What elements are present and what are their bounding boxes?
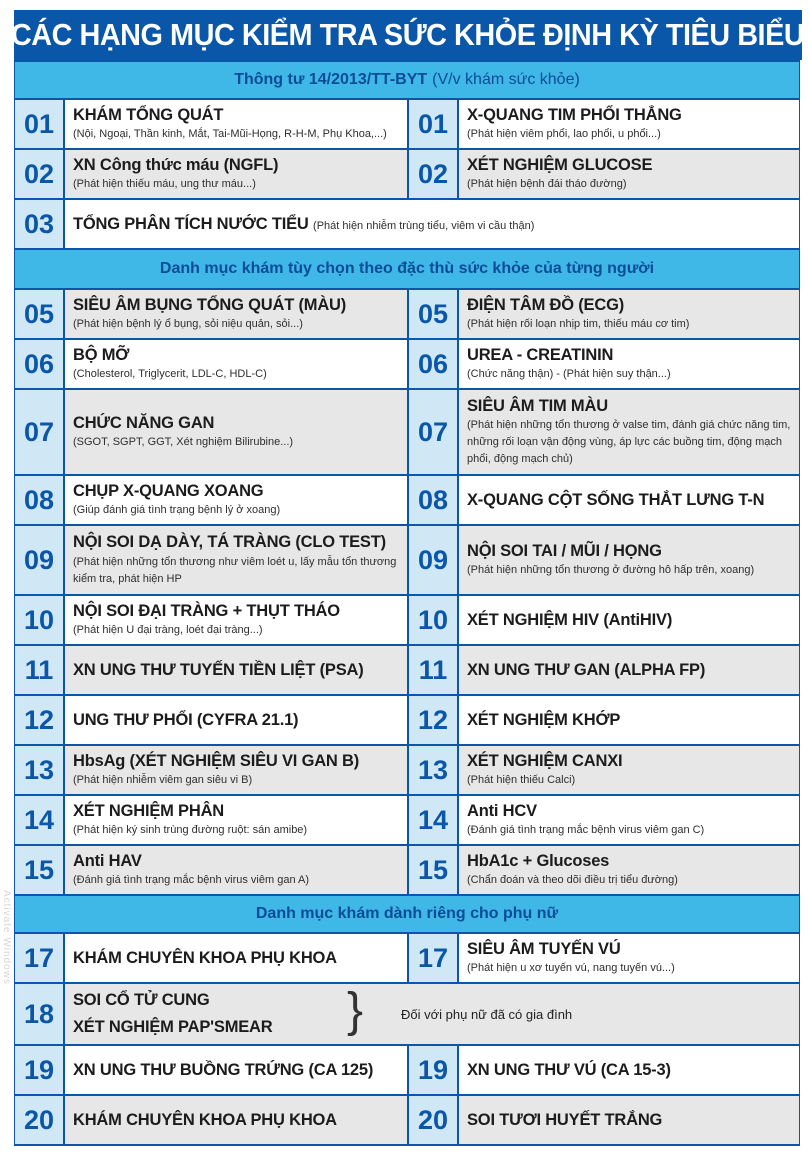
item-title xyxy=(73,295,401,316)
item-description: (Phát hiện những tổn thương như viêm loét u, lấy mẫu tổn thương kiểm tra, phát hiện HP xyxy=(73,555,397,585)
item-title xyxy=(467,1060,793,1081)
item-number: 19 xyxy=(409,1046,457,1094)
item-description: (Phát hiện những tổn thương ở đường hô hấp trên, xoang) xyxy=(467,564,755,577)
table-row xyxy=(15,148,799,198)
table-cell xyxy=(15,290,407,338)
item-number: 07 xyxy=(409,390,457,474)
item-number: 01 xyxy=(409,100,457,148)
table-cell xyxy=(407,150,799,198)
item-description: (Phát hiện u xơ tuyến vú, nang tuyến vú...) xyxy=(467,962,675,975)
item-description: (Phát hiện thiếu Calci) xyxy=(467,774,576,787)
item-number: 17 xyxy=(15,934,63,982)
item-number: 18 xyxy=(15,984,63,1044)
table-row xyxy=(15,694,799,744)
item-title xyxy=(73,345,401,366)
table-cell xyxy=(407,526,799,594)
item-title-text: XÉT NGHIỆM PHÂN xyxy=(73,801,225,820)
item-description: (SGOT, SGPT, GGT, Xét nghiệm Bilirubine...) xyxy=(73,436,294,449)
table-row xyxy=(15,744,799,794)
table-cell xyxy=(407,340,799,388)
item-title-text: HbA1c + Glucoses xyxy=(467,851,610,870)
item-number: 11 xyxy=(409,646,457,694)
item-number: 05 xyxy=(409,290,457,338)
item-number: 02 xyxy=(409,150,457,198)
table-cell xyxy=(15,340,407,388)
item-title-text: UNG THƯ PHỔI (CYFRA 21.1) xyxy=(73,710,299,729)
item-description: (Phát hiện bệnh lý ổ bụng, sỏi niệu quản, sỏi...) xyxy=(73,318,303,331)
table-row xyxy=(15,982,799,1044)
item-number: 20 xyxy=(15,1096,63,1144)
table-cell xyxy=(15,200,799,248)
item-number: 14 xyxy=(409,796,457,844)
item-description: (Phát hiện bệnh đái tháo đường) xyxy=(467,178,627,191)
table-cell xyxy=(407,290,799,338)
item-title xyxy=(467,105,793,126)
table-cell xyxy=(407,696,799,744)
item-title xyxy=(467,1110,793,1131)
item-title xyxy=(467,801,793,822)
item-title xyxy=(73,710,401,731)
item-title-text: SIÊU ÂM TUYẾN VÚ xyxy=(467,939,621,958)
table-cell xyxy=(15,696,407,744)
item-title xyxy=(467,541,793,562)
table-cell xyxy=(15,150,407,198)
item-description: (Phát hiện những tổn thương ở valse tim, đánh giá chức năng tim, những rối loạn vận động vùng, áp lực các buồng tim, động mạch phổi, động mạch chủ) xyxy=(467,419,791,466)
item-title-text: SOI TƯƠI HUYẾT TRẮNG xyxy=(467,1110,663,1129)
checkup-table xyxy=(14,60,800,1146)
table-row xyxy=(15,338,799,388)
item-title xyxy=(73,801,401,822)
table-cell xyxy=(15,526,407,594)
item-number: 08 xyxy=(15,476,63,524)
table-row xyxy=(15,1094,799,1144)
item-title-text: XN UNG THƯ TUYẾN TIỀN LIỆT (PSA) xyxy=(73,660,364,679)
item-title: SOI CỔ TỬ CUNG xyxy=(73,991,210,1010)
item-title xyxy=(73,601,401,622)
table-row xyxy=(15,98,799,148)
table-cell xyxy=(15,796,407,844)
item-title xyxy=(73,105,401,126)
item-number: 15 xyxy=(409,846,457,894)
item-title xyxy=(467,155,793,176)
item-title xyxy=(467,660,793,681)
section-heading xyxy=(15,248,799,288)
item-title xyxy=(467,396,793,417)
item-description: (Phát hiện nhiễm trùng tiểu, viêm vi cầu thận) xyxy=(313,219,535,232)
item-title xyxy=(467,751,793,772)
item-title-text: XN UNG THƯ BUỒNG TRỨNG (CA 125) xyxy=(73,1060,374,1079)
item-number: 09 xyxy=(409,526,457,594)
section-heading-text: Danh mục khám dành riêng cho phụ nữ xyxy=(255,905,559,922)
page-title: CÁC HẠNG MỤC KIỂM TRA SỨC KHỎE ĐỊNH KỲ TIÊU BIỂU xyxy=(14,10,802,60)
item-number: 11 xyxy=(15,646,63,694)
item-title-text: XN UNG THƯ GAN (ALPHA FP) xyxy=(467,660,706,679)
item-description: (Phát hiện rối loạn nhịp tim, thiếu máu cơ tim) xyxy=(467,318,690,331)
item-title xyxy=(73,1060,401,1081)
table-cell xyxy=(407,1096,799,1144)
item-description: (Nội, Ngoại, Thần kinh, Mắt, Tai-Mũi-Họng, R-H-M, Phụ Khoa,...) xyxy=(73,128,387,141)
table-row xyxy=(15,474,799,524)
table-cell xyxy=(407,100,799,148)
item-number: 13 xyxy=(15,746,63,794)
item-title-text: KHÁM CHUYÊN KHOA PHỤ KHOA xyxy=(73,948,337,967)
table-row xyxy=(15,844,799,894)
watermark: Activate Windows xyxy=(1,890,12,985)
item-number: 01 xyxy=(15,100,63,148)
item-title xyxy=(467,710,793,731)
table-row xyxy=(15,794,799,844)
table-row xyxy=(15,524,799,594)
item-description: (Chẩn đoán và theo dõi điều trị tiểu đường) xyxy=(467,874,678,887)
item-number: 06 xyxy=(409,340,457,388)
item-title xyxy=(73,155,401,176)
item-title-text: UREA - CREATININ xyxy=(467,345,614,364)
item-number: 10 xyxy=(15,596,63,644)
table-cell xyxy=(407,646,799,694)
item-number: 17 xyxy=(409,934,457,982)
item-number: 06 xyxy=(15,340,63,388)
section-heading xyxy=(15,60,799,98)
item-title-text: X-QUANG CỘT SỐNG THẮT LƯNG T-N xyxy=(467,490,765,509)
item-title-text: HbsAg (XÉT NGHIỆM SIÊU VI GAN B) xyxy=(73,751,360,770)
item-number: 02 xyxy=(15,150,63,198)
item-title xyxy=(73,1110,401,1131)
item-title-text: BỘ MỠ xyxy=(73,345,130,364)
item-description: (Cholesterol, Triglycerit, LDL-C, HDL-C) xyxy=(73,368,267,381)
item-number: 12 xyxy=(409,696,457,744)
table-cell xyxy=(407,934,799,982)
item-number: 13 xyxy=(409,746,457,794)
item-title-text: CHỤP X-QUANG XOANG xyxy=(73,481,264,500)
item-title xyxy=(73,532,401,553)
item-title-text: XN Công thức máu (NGFL) xyxy=(73,155,279,174)
item-description: (Phát hiện U đại tràng, loét đại tràng...) xyxy=(73,624,263,637)
item-title xyxy=(467,345,793,366)
item-description: (Phát hiện thiếu máu, ung thư máu...) xyxy=(73,178,256,191)
table-cell xyxy=(15,846,407,894)
section-heading-subtext: (V/v khám sức khỏe) xyxy=(432,71,580,88)
table-cell xyxy=(15,984,799,1044)
item-number: 20 xyxy=(409,1096,457,1144)
table-cell xyxy=(15,934,407,982)
item-title-text: KHÁM TỔNG QUÁT xyxy=(73,105,224,124)
table-row xyxy=(15,198,799,248)
table-cell xyxy=(15,1096,407,1144)
item-title-text: NỘI SOI TAI / MŨI / HỌNG xyxy=(467,541,662,560)
item-title-text: ĐIỆN TÂM ĐỒ (ECG) xyxy=(467,295,625,314)
item-description: (Phát hiện ký sinh trùng đường ruột: sán amibe) xyxy=(73,824,308,837)
item-title-text: Anti HCV xyxy=(467,801,537,820)
item-title xyxy=(73,751,401,772)
item-number: 07 xyxy=(15,390,63,474)
item-description: (Đánh giá tình trạng mắc bệnh virus viêm gan A) xyxy=(73,874,310,887)
table-cell xyxy=(407,476,799,524)
table-cell xyxy=(407,1046,799,1094)
item-number: 08 xyxy=(409,476,457,524)
item-title-text: X-QUANG TIM PHỔI THẲNG xyxy=(467,105,682,124)
item-description: (Phát hiện viêm phổi, lao phổi, u phổi...) xyxy=(467,128,661,141)
item-description: (Giúp đánh giá tình trạng bệnh lý ở xoang) xyxy=(73,504,281,517)
table-cell xyxy=(15,596,407,644)
table-cell xyxy=(15,476,407,524)
item-title-text: CHỨC NĂNG GAN xyxy=(73,413,215,432)
item-description: (Chức năng thận) - (Phát hiện suy thận...) xyxy=(467,368,671,381)
item-title xyxy=(73,413,401,434)
item-title-text: SIÊU ÂM BỤNG TỔNG QUÁT (MÀU) xyxy=(73,295,347,314)
item-number: 10 xyxy=(409,596,457,644)
item-title: XÉT NGHIỆM PAP'SMEAR xyxy=(73,1018,273,1036)
table-cell xyxy=(407,390,799,474)
item-title-text: XÉT NGHIỆM GLUCOSE xyxy=(467,155,653,174)
item-title-text: TỔNG PHÂN TÍCH NƯỚC TIỂU xyxy=(73,214,309,233)
item-title-text: XÉT NGHIỆM KHỚP xyxy=(467,710,621,729)
table-cell xyxy=(407,746,799,794)
section-heading-text: Thông tư 14/2013/TT-BYT xyxy=(234,71,428,88)
brace-icon: } xyxy=(347,984,364,1037)
item-number: 09 xyxy=(15,526,63,594)
item-description: (Phát hiện nhiễm viêm gan siêu vi B) xyxy=(73,774,253,787)
item-title xyxy=(73,948,401,969)
item-description: (Đánh giá tình trạng mắc bệnh virus viêm gan C) xyxy=(467,824,705,837)
item-title xyxy=(467,295,793,316)
section-heading xyxy=(15,894,799,932)
item-title xyxy=(73,660,401,681)
item-title-text: NỘI SOI DẠ DÀY, TÁ TRÀNG (CLO TEST) xyxy=(73,533,386,552)
item-number: 14 xyxy=(15,796,63,844)
table-cell xyxy=(15,390,407,474)
item-title-text: XÉT NGHIỆM HIV (AntiHIV) xyxy=(467,610,673,629)
item-title xyxy=(467,851,793,872)
item-note: Đối với phụ nữ đã có gia đình xyxy=(401,1006,573,1022)
item-title xyxy=(467,610,793,631)
table-cell xyxy=(407,846,799,894)
item-number: 15 xyxy=(15,846,63,894)
item-title xyxy=(73,481,401,502)
item-title xyxy=(467,939,793,960)
table-cell xyxy=(407,596,799,644)
table-cell xyxy=(15,746,407,794)
item-number: 19 xyxy=(15,1046,63,1094)
item-number: 12 xyxy=(15,696,63,744)
table-row xyxy=(15,388,799,474)
item-title xyxy=(73,851,401,872)
table-row xyxy=(15,288,799,338)
item-number: 05 xyxy=(15,290,63,338)
item-title-text: SIÊU ÂM TIM MÀU xyxy=(467,396,608,415)
section-heading-text: Danh mục khám tùy chọn theo đặc thù sức khỏe của từng người xyxy=(159,260,655,277)
table-cell xyxy=(15,100,407,148)
item-title-text: Anti HAV xyxy=(73,851,142,870)
item-title-text: NỘI SOI ĐẠI TRÀNG + THỤT THÁO xyxy=(73,601,340,620)
item-number: 03 xyxy=(15,200,63,248)
item-title-text: KHÁM CHUYÊN KHOA PHỤ KHOA xyxy=(73,1110,337,1129)
table-row xyxy=(15,1044,799,1094)
table-cell xyxy=(15,646,407,694)
item-title xyxy=(467,490,793,511)
item-title-text: XÉT NGHIỆM CANXI xyxy=(467,751,623,770)
table-cell xyxy=(407,796,799,844)
item-title xyxy=(73,214,793,235)
table-row xyxy=(15,644,799,694)
table-cell xyxy=(15,1046,407,1094)
table-row xyxy=(15,594,799,644)
item-title-text: XN UNG THƯ VÚ (CA 15-3) xyxy=(467,1060,671,1079)
table-row xyxy=(15,932,799,982)
